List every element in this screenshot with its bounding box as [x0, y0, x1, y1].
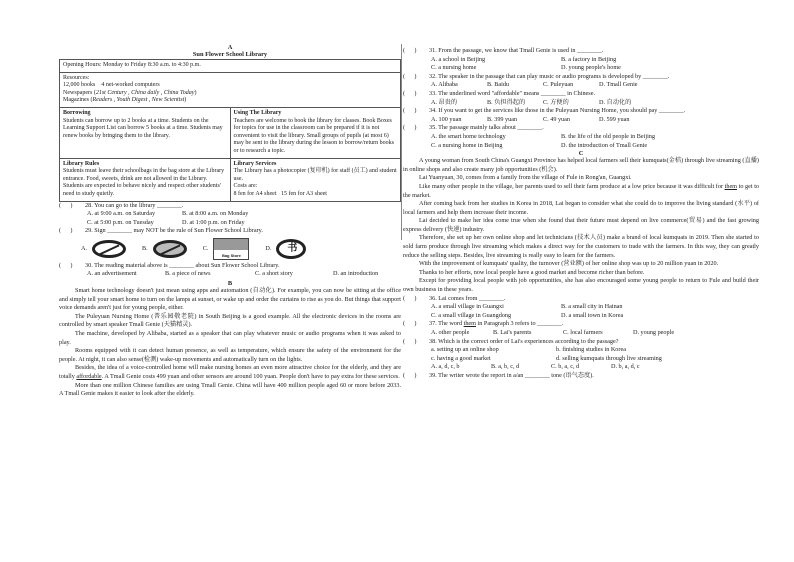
question-37-options — [403, 329, 759, 338]
library-rules-cell — [60, 158, 231, 201]
library-info-table — [59, 59, 401, 202]
passage-c-paragraph: Lai decided to make her idea come true when she found that their future must depend on live commerce(贸易) and the fast growing express delivery (快递) industry. — [403, 217, 759, 233]
option-b: B. 399 yuan — [487, 115, 518, 123]
using-library-body: Teachers are welcome to book the library for classes. Book Boxes for topics for use in the classroom can be prepared if it is not convenient to visit the library. Small groups of pupils (at most 6) may be sent to the library during the lesson to borrow/return books or to research a topic. — [233, 117, 394, 154]
option-d: D. young people's home — [561, 64, 621, 72]
bag-store-sign-icon: Bag Store — [213, 238, 249, 260]
resources-line: 12,000 books 4 net-worked computers — [63, 82, 160, 89]
event-d: d. selling kumquats through live streaming — [556, 354, 662, 362]
answer-bracket[interactable]: ( ) — [403, 124, 417, 132]
borrowing-heading: Borrowing — [63, 109, 91, 116]
option-d: D. at 1:00 p.m. on Friday — [182, 218, 245, 226]
sign-option-a: A. — [81, 240, 126, 258]
question-32-options — [403, 81, 759, 90]
section-b-letter: B — [227, 280, 233, 288]
question-31-options-row2 — [403, 64, 759, 73]
option-b: B. Baidu — [487, 81, 510, 89]
question-38-options — [403, 363, 759, 372]
question-36: ( ) 36. Lai comes from ________. — [403, 294, 506, 302]
option-c: C. a small village in Guangdong — [431, 311, 512, 319]
passage-b-paragraph: Rooms equipped with it can detect human presence, as well as temperature, which ensure the safety of the environment for the people. At night, it can also sense(检测) wake-up movements and automatically turn on the lights. — [59, 347, 401, 363]
answer-bracket[interactable]: ( ) — [403, 72, 417, 80]
question-38: ( ) 38. Which is the correct order of Lai's experiences according to the passage? — [403, 337, 619, 345]
option-a: A. 100 yuan — [431, 115, 462, 123]
passage-c-paragraph: After coming back from her studies in Korea in 2018, Lai began to consider what she could do to improve the living standard (水平) of local farmers and help them increase their income. — [403, 200, 759, 216]
passage-c-paragraph: Lai Yuanyuan, 30, comes from a family from the village of Fule in Rong'an, Guangxi. — [419, 174, 632, 182]
option-d: D. 599 yuan — [599, 115, 630, 123]
passage-c-paragraph: Except for providing local people with job opportunities, she has also encouraged some young people to return to Fule and build their own business in these years. — [403, 277, 759, 294]
question-34-options — [403, 116, 759, 125]
question-29: ( ) 29. Sign ________ may NOT be the rule of Sun Flower School Library. — [59, 227, 263, 235]
option-c: C. a nursing home in Beijing — [431, 141, 503, 149]
option-b: B. Lai's parents — [493, 329, 532, 336]
option-a: A. a, d, c, b — [431, 363, 460, 371]
option-a: A. a school in Beijing — [431, 55, 486, 63]
question-31: ( ) 31. From the passage, we know that Tmall Genie is used in ________. — [403, 47, 604, 54]
borrowing-body: Students can borrow up to 2 books at a time. Students on the Learning Support List can borrow 5 books at a time. Students may renew books by bringing them to the library. — [63, 117, 223, 139]
answer-bracket[interactable]: ( ) — [403, 337, 417, 345]
passage-b-paragraph: The Puleyuan Nursing Home (普乐园敬老院) in South Beijing is a good example. All the electronic devices in the rooms are controlled by smart speaker Tmall Genie (天猫精灵). — [59, 312, 401, 329]
question-35-options — [403, 133, 759, 142]
option-a: A. an advertisement — [87, 270, 137, 278]
question-28-options-row2 — [59, 219, 401, 228]
question-30: ( ) 30. The reading material above is ________ about Sun Flower School Library. — [59, 261, 280, 269]
option-a: A. at 9:00 a.m. on Saturday — [87, 210, 156, 218]
answer-bracket[interactable]: ( ) — [59, 201, 73, 209]
answer-bracket[interactable]: ( ) — [403, 107, 417, 115]
question-28: ( ) 28. You can go to the library ________. — [59, 201, 184, 209]
option-a: A. 昂贵的 — [431, 98, 458, 106]
library-rules-heading: Library Rules — [63, 160, 100, 167]
option-b: B. a small city in Hainan — [561, 303, 623, 311]
option-b: B. the life of the old people in Beijing — [561, 132, 655, 140]
event-b: b. finishing studies in Korea — [556, 346, 626, 354]
passage-b-paragraph: Smart home technology doesn't just mean using apps and automation (自动化). For example, you can now be sitting at the office and simply tell your smart home to turn on the lamps at sunset, or wake up and order the curtains to rise as you do. But things that support voice demands aren't just for young people, either. — [59, 287, 401, 312]
book-sign-icon: 书 — [276, 239, 306, 259]
question-38-events — [403, 346, 759, 355]
option-d: D. 自动化的 — [599, 98, 632, 106]
option-a: A. a small village in Guangxi — [431, 303, 504, 311]
option-d: D. Tmall Genie — [599, 81, 638, 89]
question-34: ( ) 34. If you want to get the services like those in the Puleyuan Nursing Home, you should pay ________. — [403, 107, 686, 115]
column-divider — [401, 44, 402, 240]
question-39: ( ) 39. The writer wrote the report in a/an ________ tone (语气态度). — [403, 371, 594, 379]
answer-bracket[interactable]: ( ) — [403, 89, 417, 97]
answer-bracket[interactable]: ( ) — [403, 47, 417, 54]
question-38-events-row2 — [403, 355, 759, 364]
option-a: A. other people — [431, 329, 470, 336]
question-35: ( ) 35. The passage mainly talks about ________. — [403, 124, 544, 132]
option-c: C. 49 yuan — [543, 115, 570, 123]
option-d: D. a small town in Korea — [561, 311, 624, 319]
using-library-cell — [230, 107, 401, 158]
option-c: C. b, a, c, d — [551, 363, 580, 371]
answer-bracket[interactable]: ( ) — [403, 294, 417, 302]
resources-heading: Resources: — [63, 74, 90, 81]
option-d: D. young people — [633, 329, 675, 336]
option-d: D. the introduction of Tmall Genie — [561, 141, 648, 149]
option-d: D. an introduction — [333, 270, 379, 278]
borrowing-cell — [60, 107, 231, 158]
option-c: C. local farmers — [563, 329, 603, 336]
library-services-cell — [230, 158, 401, 201]
passage-c-paragraph: Therefore, she set up her own online shop and let technicians (技术人员) make a brand of local kumquats in 2019. Then she started to sold farm produce through live streaming which makes a direct way for the customers to trade with the farmers. In this way, they can greatly reduce the selling steps. Besides, live streaming is really easy to learn for the farmers. — [403, 234, 759, 259]
question-33-options — [403, 99, 759, 108]
passage-b-paragraph: The machine, developed by Alibaba, started as a speaker that can play whatever music or audio programs when it was asked to play. — [59, 330, 401, 346]
opening-hours: Opening Hours: Monday to Friday 8:30 a.m. to 4:30 p.m. — [60, 60, 401, 73]
question-36-options — [403, 303, 759, 312]
answer-bracket[interactable]: ( ) — [59, 227, 73, 235]
question-29-signs — [59, 238, 401, 260]
option-d: D. b, a, d, c — [611, 363, 640, 371]
left-column — [59, 44, 401, 399]
question-32: ( ) 32. The speaker in the passage that can play music or audio programs is developed by ________. — [403, 72, 670, 80]
costs-line: 8 fen for A4 sheet 15 fen for A3 sheet — [233, 190, 327, 197]
right-column — [403, 47, 759, 381]
answer-bracket[interactable]: ( ) — [59, 261, 73, 269]
option-b: B. a, b, c, d — [491, 363, 520, 371]
option-c: C. a short story — [255, 270, 293, 278]
question-35-options-row2 — [403, 142, 759, 151]
library-services-heading: Library Services — [233, 160, 277, 167]
option-c: C. Puleyuan — [543, 81, 574, 89]
passage-b-paragraph: Besides, the idea of a voice-controlled home will make nursing homes an even more attractive choice for the elderly, and they are totally affordable. A Tmall Genie costs 499 yuan and other sensors are around 100 yuan. People don't have to pay extra for these services. — [59, 364, 401, 380]
passage-c-paragraph: Thanks to her efforts, now local people have a good market and become richer than before. — [419, 268, 645, 276]
event-c: c. having a good market — [431, 354, 491, 362]
question-36-options-row2 — [403, 312, 759, 321]
answer-bracket[interactable]: ( ) — [403, 371, 417, 379]
question-31-options — [403, 56, 759, 65]
library-services-body: The Library has a photocopier (复印机) for staff (员工) and student use. — [233, 168, 397, 182]
magazines-line: Magazines (Readers , Youth Digest , New Scientist) — [63, 97, 187, 104]
section-a-title: Sun Flower School Library — [192, 51, 268, 58]
option-b: B. 负担得起的 — [487, 98, 526, 106]
option-b: B. a piece of news — [165, 270, 211, 278]
passage-c-paragraph: With the improvement of kumquats' quality, the turnover (营业额) of her online shop was up to 20 million yuan in 2020. — [419, 260, 719, 268]
question-37: ( ) 37. The word them in Paragraph 3 refers to ________. — [403, 320, 564, 328]
sign-option-b: B. — [142, 240, 187, 258]
newspapers-line: Newspapers (21st Century , China daily , China Today) — [63, 89, 197, 96]
library-rules-body: Students must leave their schoolbags in the bag store at the Library entrance. Food, sweets, drink are not allowed in the Library. Students are expected to behave nicely and respect other students' need to study quietly. — [63, 168, 225, 197]
passage-c-paragraph: A young woman from South China's Guangxi Province has helped local farmers sell their kumquats(金桔) through live streaming (直播) in online shops and also create many job opportunities (机会). — [403, 157, 759, 173]
option-c: C. at 5:00 p.m. on Tuesday — [87, 218, 154, 226]
option-c: C. 方便的 — [543, 98, 569, 106]
section-c-letter: C — [578, 150, 584, 158]
using-library-heading: Using The Library — [233, 109, 282, 116]
underlined-word-affordable: affordable — [76, 373, 102, 380]
resources-cell — [60, 72, 401, 107]
question-28-options — [59, 210, 401, 219]
event-a: a. setting up an online shop — [431, 346, 499, 354]
option-a: A. Alibaba — [431, 81, 458, 89]
answer-bracket[interactable]: ( ) — [403, 320, 417, 328]
option-a: A. the smart home technology — [431, 132, 506, 140]
no-noise-sign-icon — [153, 240, 187, 258]
option-b: B. a factory in Beijing — [561, 55, 617, 63]
sign-option-d: D. 书 — [265, 239, 306, 259]
sign-option-c: C. Bag Store — [203, 238, 250, 260]
section-a-letter: A — [227, 44, 233, 51]
option-c: C. a nursing home — [431, 64, 477, 72]
no-food-sign-icon — [92, 240, 126, 258]
question-33: ( ) 33. The underlined word "affordable" means ________ in Chinese. — [403, 89, 596, 97]
passage-b-paragraph: More than one million Chinese families are using Tmall Genie. China will have 400 million people aged 60 or more before 2033. A Tmall Genie makes it easier to look after the elderly. — [59, 381, 401, 398]
question-30-options — [59, 270, 401, 279]
costs-label: Costs are: — [233, 183, 258, 190]
passage-c-paragraph: Like many other people in the village, her parents used to sell their farm produce at a low price because it was difficult for them to get to the market. — [403, 182, 760, 199]
underlined-word-them: them — [724, 182, 737, 190]
option-b: B. at 8:00 a.m. on Monday — [182, 210, 249, 218]
